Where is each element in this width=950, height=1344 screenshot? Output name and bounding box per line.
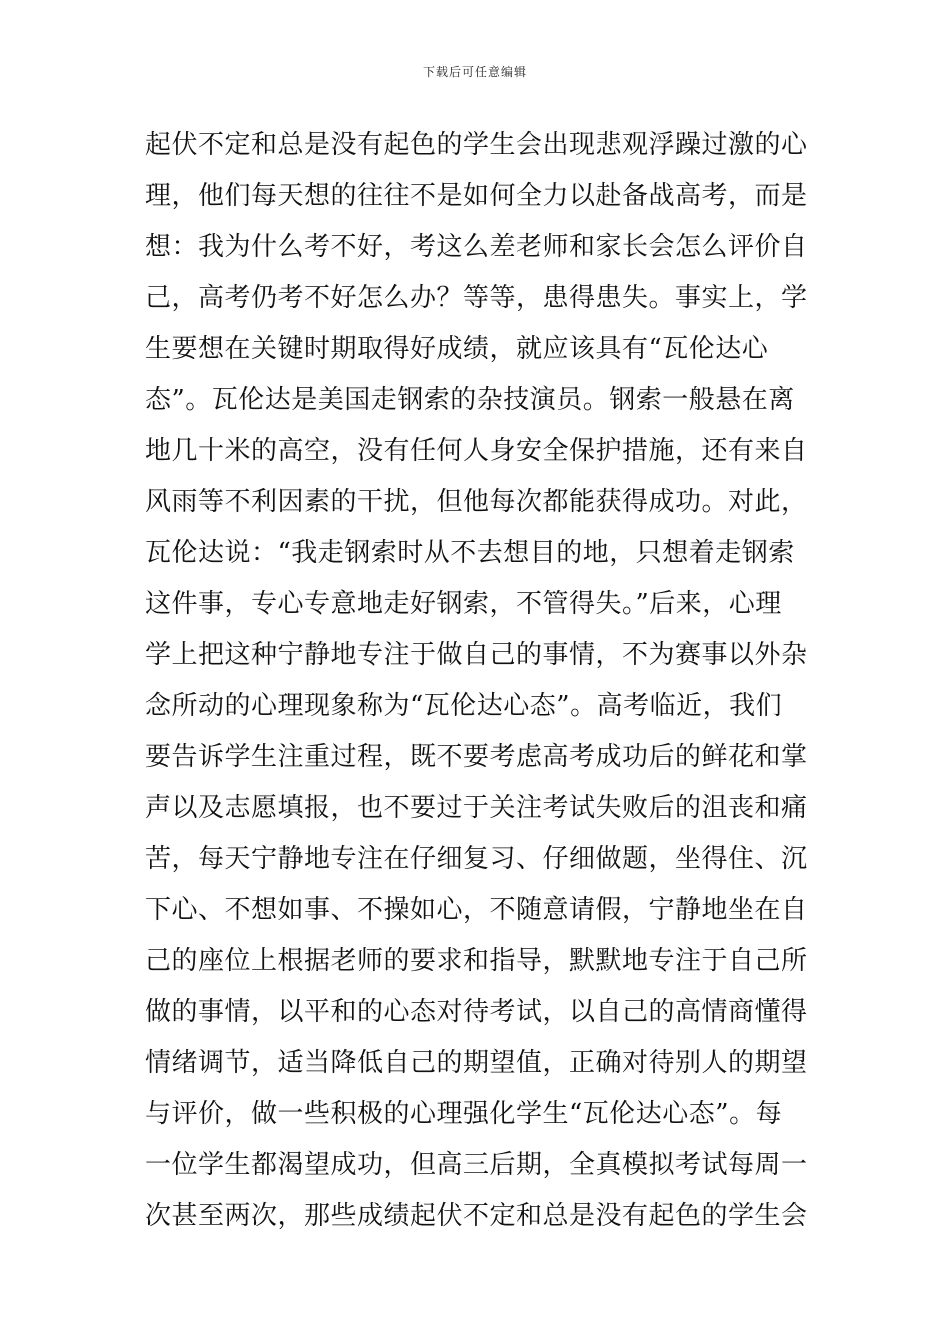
text-line: 起伏不定和总是没有起色的学生会出现悲观浮躁过激的心 <box>145 130 808 160</box>
text-line: 次甚至两次，那些成绩起伏不定和总是没有起色的学生会 <box>145 1201 808 1231</box>
text-line: 情绪调节，适当降低自己的期望值，正确对待别人的期望 <box>145 1048 808 1078</box>
text-line: 态”。瓦伦达是美国走钢索的杂技演员。钢索一般悬在离 <box>145 385 795 415</box>
text-line: 苦，每天宁静地专注在仔细复习、仔细做题，坐得住、沉 <box>145 844 808 874</box>
text-line: 己，高考仍考不好怎么办？等等，患得患失。事实上，学 <box>145 283 808 313</box>
text-line: 下心、不想如事、不操如心，不随意请假，宁静地坐在自 <box>145 895 808 925</box>
text-line: 念所动的心理现象称为“瓦伦达心态”。高考临近，我们 <box>145 691 783 721</box>
text-line: 声以及志愿填报，也不要过于关注考试失败后的沮丧和痛 <box>145 793 808 823</box>
text-line: 生要想在关键时期取得好成绩，就应该具有“瓦伦达心 <box>145 334 769 364</box>
text-line: 瓦伦达说：“我走钢索时从不去想目的地，只想着走钢索 <box>145 538 795 568</box>
text-line: 己的座位上根据老师的要求和指导，默默地专注于自己所 <box>145 946 808 976</box>
text-line: 与评价，做一些积极的心理强化学生“瓦伦达心态”。每 <box>145 1099 783 1129</box>
text-line: 这件事，专心专意地走好钢索，不管得失。”后来，心理 <box>145 589 782 619</box>
text-line: 做的事情，以平和的心态对待考试，以自己的高情商懂得 <box>145 997 808 1027</box>
body-paragraph <box>145 120 815 1242</box>
text-line: 理，他们每天想的往往不是如何全力以赴备战高考，而是 <box>145 181 808 211</box>
text-line: 地几十米的高空，没有任何人身安全保护措施，还有来自 <box>145 436 808 466</box>
text-line: 要告诉学生注重过程，既不要考虑高考成功后的鲜花和掌 <box>145 742 808 772</box>
text-line: 一位学生都渴望成功，但高三后期，全真模拟考试每周一 <box>145 1150 808 1180</box>
text-line: 想：我为什么考不好，考这么差老师和家长会怎么评价自 <box>145 232 808 262</box>
page-header: 下载后可任意编辑 <box>422 65 527 79</box>
text-line: 风雨等不利因素的干扰，但他每次都能获得成功。对此， <box>145 487 808 517</box>
text-line: 学上把这种宁静地专注于做自己的事情，不为赛事以外杂 <box>145 640 808 670</box>
